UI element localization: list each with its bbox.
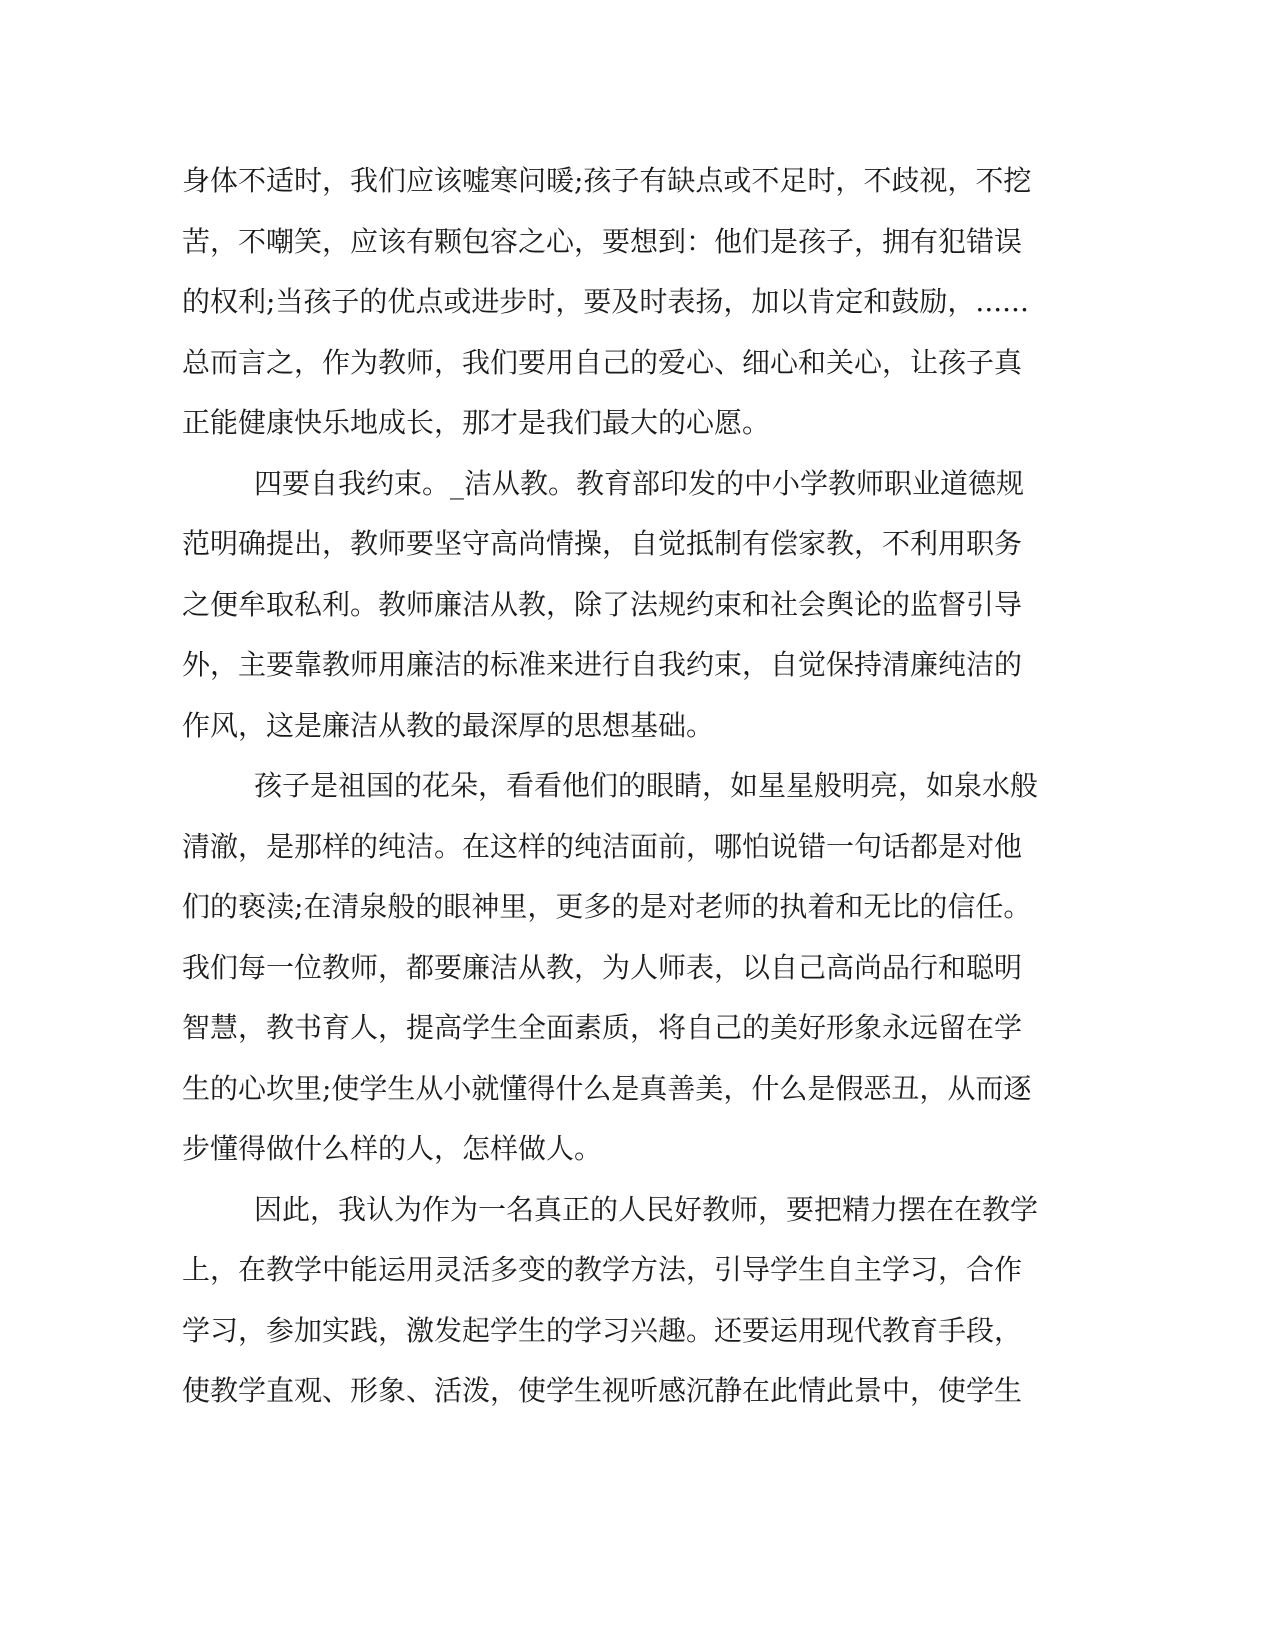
text-line: 生的心坎里;使学生从小就懂得什么是真善美，什么是假恶丑，从而逐 — [182, 1071, 1032, 1105]
text-line: 学习，参加实践，激发起学生的学习兴趣。还要运用现代教育手段， — [182, 1313, 1023, 1347]
paragraph-first-line: 因此，我认为作为一名真正的人民好教师，要把精力摆在在教学 — [254, 1192, 1039, 1226]
text-line: 作风，这是廉洁从教的最深厚的思想基础。 — [182, 708, 715, 742]
text-line: 的权利;当孩子的优点或进步时，要及时表扬，加以肯定和鼓励，...... — [182, 285, 1029, 318]
text-line: 身体不适时，我们应该嘘寒问暖;孩子有缺点或不足时，不歧视，不挖 — [182, 164, 1032, 197]
text-line: 正能健康快乐地成长，那才是我们最大的心愿。 — [182, 406, 771, 439]
text-line: 苦，不嘲笑，应该有颗包容之心，要想到：他们是孩子，拥有犯错误 — [182, 224, 1023, 258]
text-line: 步懂得做什么样的人，怎样做人。 — [182, 1132, 603, 1165]
text-line: 清澈，是那样的纯洁。在这样的纯洁面前，哪怕说错一句话都是对他 — [182, 829, 1023, 863]
text-line: 总而言之，作为教师，我们要用自己的爱心、细心和关心，让孩子真 — [182, 345, 1023, 379]
text-line: 使教学直观、形象、活泼，使学生视听感沉静在此情此景中，使学生 — [182, 1374, 1023, 1407]
text-line: 范明确提出，教师要坚守高尚情操，自觉抵制有偿家教，不利用职务 — [182, 527, 1023, 560]
text-line: 我们每一位教师，都要廉洁从教，为人师表，以自己高尚品行和聪明 — [182, 950, 1023, 984]
body-text — [182, 151, 1042, 1422]
text-line: 智慧，教书育人，提高学生全面素质，将自己的美好形象永远留在学 — [182, 1011, 1023, 1044]
text-line: 外，主要靠教师用廉洁的标准来进行自我约束，自觉保持清廉纯洁的 — [182, 648, 1023, 681]
paragraph-first-line: 孩子是祖国的花朵，看看他们的眼睛，如星星般明亮，如泉水般 — [254, 769, 1039, 802]
text-line: 们的亵渎;在清泉般的眼神里，更多的是对老师的执着和无比的信任。 — [182, 890, 1032, 923]
text-line: 之便牟取私利。教师廉洁从教，除了法规约束和社会舆论的监督引导 — [182, 587, 1023, 621]
paragraph-first-line: 四要自我约束。_洁从教。教育部印发的中小学教师职业道德规 — [254, 466, 1025, 500]
text-line: 上，在教学中能运用灵活多变的教学方法，引导学生自主学习，合作 — [182, 1253, 1023, 1286]
